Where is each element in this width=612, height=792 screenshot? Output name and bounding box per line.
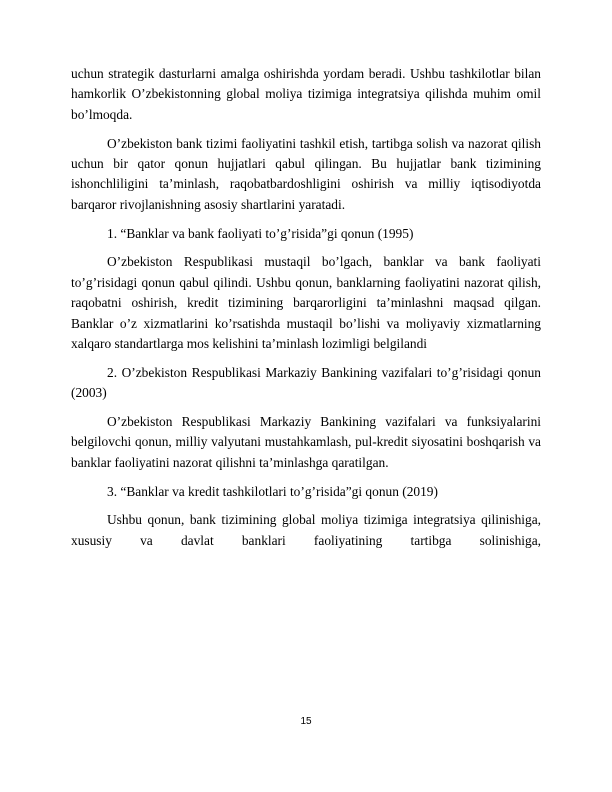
- paragraph-law-2003: O’zbekiston Respublikasi Markaziy Bankining vazifalari va funksiyalarini belgilovchi qonun, milliy valyutani mustahkamlash, pul-kredit siyosatini boshqarish va banklar faoliyatini nazorat qilishni ta’minlashga qaratilgan.: [71, 414, 541, 470]
- page-number: 15: [300, 716, 312, 727]
- heading-law-1995: 1. “Banklar va bank faoliyati to’g’risida”gi qonun (1995): [107, 225, 414, 241]
- paragraph-continuation: uchun strategik dasturlarni amalga oshirishda yordam beradi. Ushbu tashkilotlar bilan hamkorlik O’zbekistonning global moliya tizimiga integratsiya qilishda muhim omil bo’lmoqda.: [71, 66, 541, 122]
- heading-law-2003: 2. O’zbekiston Respublikasi Markaziy Bankining vazifalari to’g’risidagi qonun (2003): [71, 364, 541, 401]
- paragraph-law-1995: O’zbekiston Respublikasi mustaqil bo’lgach, banklar va bank faoliyati to’g’risidagi qonun qabul qilindi. Ushbu qonun, banklarning faoliyatini nazorat qilish, raqobatni oshirish, kredit tizimining barqarorligini ta’minlashni maqsad qilgan. Banklar o’z xizmatlarini ko’rsatishda mustaqil bo’lishi va moliyaviy xizmatlarning xalqaro standartlarga mos kelishini ta’minlash lozimligi belgilandi: [71, 254, 541, 352]
- paragraph-legal-framework: O’zbekiston bank tizimi faoliyatini tashkil etish, tartibga solish va nazorat qilish uchun bir qator qonun hujjatlari qabul qilingan. Bu hujjatlar bank tizimining ishonchliligini ta’minlash, raqobatbardoshligini oshirish va milliy iqtisodiyotda barqaror rivojlanishning asosiy shartlarini yaratadi.: [71, 135, 541, 212]
- body-text: [71, 64, 541, 560]
- heading-law-2019: 3. “Banklar va kredit tashkilotlari to’g’risida”gi qonun (2019): [107, 483, 438, 499]
- paragraph-law-2019: Ushbu qonun, bank tizimining global moliya tizimiga integratsiya qilinishiga, xususiy va davlat banklari faoliyatining tartibga solinishiga,: [71, 512, 541, 548]
